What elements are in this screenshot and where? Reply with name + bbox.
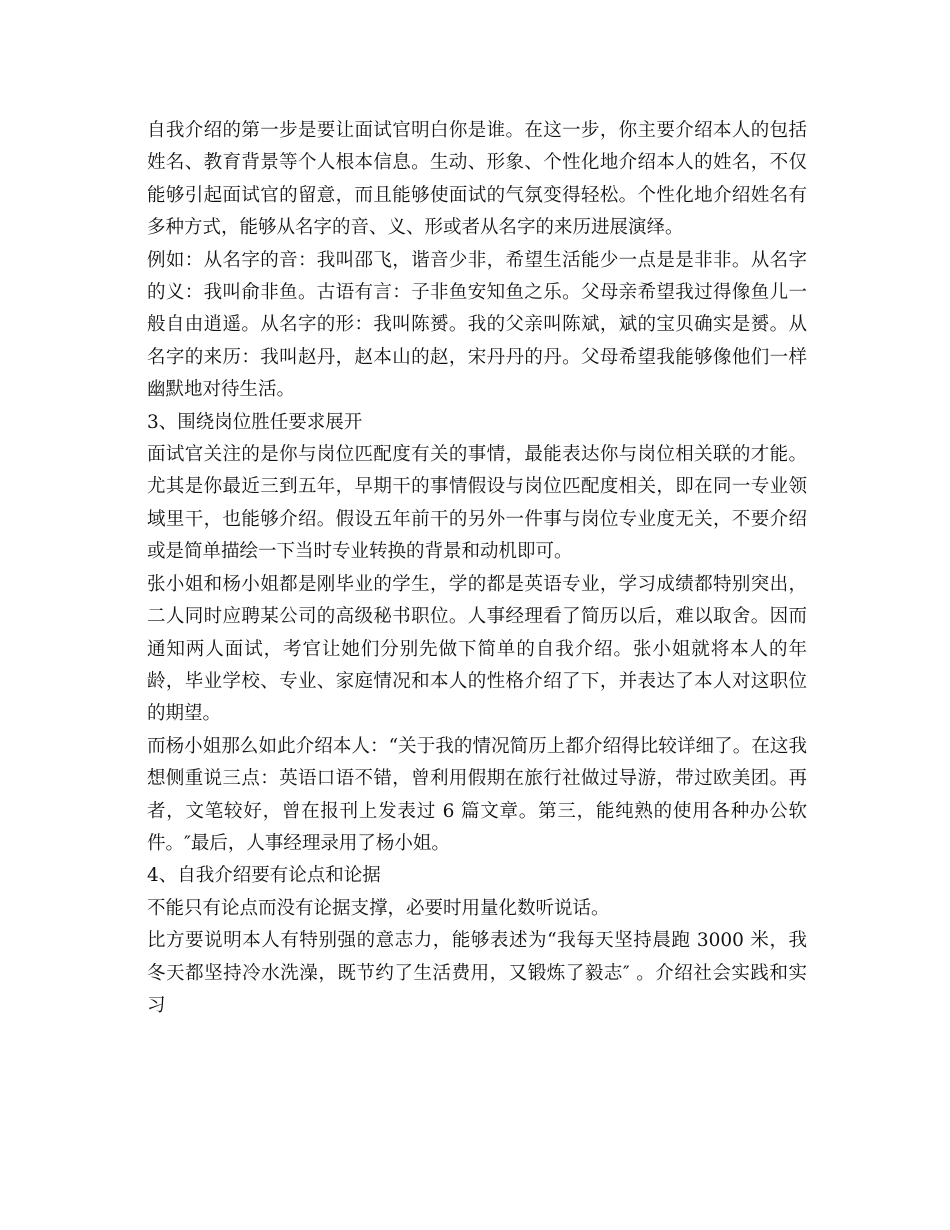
paragraph-name-examples: 例如：从名字的音：我叫邵飞，谐音少非，希望生活能少一点是是非非。从名字的义：我叫俞非鱼。古语有言：子非鱼安知鱼之乐。父母亲希望我过得像鱼儿一般自由逍遥。从名字的形：我叫陈赟。我的父亲叫陈斌，斌的宝贝确实是赟。从名字的来历：我叫赵丹，赵本山的赵，宋丹丹的丹。父母希望我能够像他们一样幽默地对待生活。: [147, 249, 807, 401]
paragraph-interview-story: 张小姐和杨小姐都是刚毕业的学生，学的都是英语专业，学习成绩都特别突出，二人同时应聘某公司的高级秘书职位。人事经理看了简历以后，难以取舍。因而通知两人面试，考官让她们分别先做下简单的自我介绍。张小姐就将本人的年龄，毕业学校、专业、家庭情况和本人的性格介绍了下，并表达了本人对这职位的期望。: [147, 573, 807, 725]
paragraph-arguments-evidence: 不能只有论点而没有论据支撑，必要时用量化数听说话。: [147, 897, 610, 919]
paragraph-job-relevance: 面试官关注的是你与岗位匹配度有关的事情，最能表达你与岗位相关联的才能。尤其是你最近三到五年，早期干的事情假设与岗位匹配度相关，即在同一专业领域里干，也能够介绍。假设五年前干的另外一件事与岗位专业度无关，不要介绍或是简单描绘一下当时专业转换的背景和动机即可。: [147, 444, 807, 563]
paragraph-willpower-example: 比方要说明本人有特别强的意志力，能够表述为“我每天坚持晨跑 3000 米，我冬天都坚持冷水洗澡，既节约了生活费用，又锻炼了毅志″ 。介绍社会实践和实习: [147, 930, 807, 1016]
section-heading-4: 4、自我介绍要有论点和论据: [147, 865, 381, 887]
paragraph-yang-introduction: 而杨小姐那么如此介绍本人：“关于我的情况简历上都介绍得比较详细了。在这我想侧重说三点：英语口语不错，曾利用假期在旅行社做过导游，带过欧美团。再者，文笔较好，曾在报刊上发表过 6 篇文章。第三，能纯熟的使用各种办公软件。″最后，人事经理录用了杨小姐。: [147, 735, 807, 854]
section-heading-3: 3、围绕岗位胜任要求展开: [147, 411, 363, 433]
paragraph-self-intro-first-step: 自我介绍的第一步是要让面试官明白你是谁。在这一步，你主要介绍本人的包括姓名、教育背景等个人根本信息。生动、形象、个性化地介绍本人的姓名，不仅能够引起面试官的留意，而且能够使面试的气氛变得轻松。个性化地介绍姓名有多种方式，能够从名字的音、义、形或者从名字的来历进展演绎。: [147, 120, 807, 239]
document-body: [147, 115, 807, 1022]
